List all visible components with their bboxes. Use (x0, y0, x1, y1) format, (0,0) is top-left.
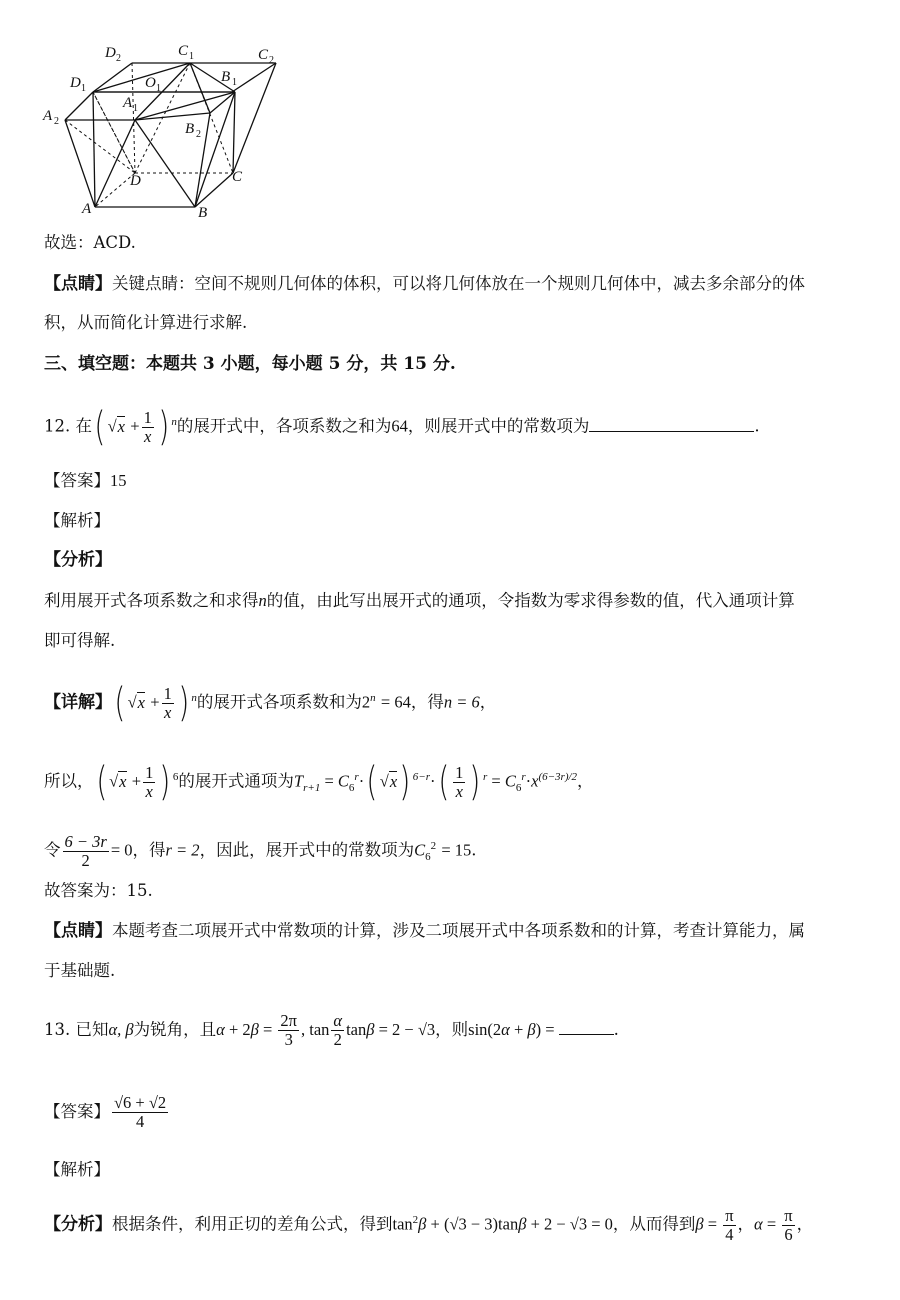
label-A: A (82, 201, 92, 217)
q13-analysis-label: 【解析】 (44, 1160, 110, 1179)
q13-answer-blank (559, 1034, 614, 1035)
q13-fenxi: 【分析】根据条件，利用正切的差角公式，得到$\tan^2\beta + (√3 - 3)\tan\beta + 2 - √3 = 0$，从而得到β = $\frac{\pi}{4}$ ，α = $\frac{\pi}{6}$ ， (44, 1205, 814, 1244)
svg-text:1: 1 (156, 83, 161, 94)
label-B2: B (185, 121, 195, 137)
q12-fenxi-line1: 利用展开式各项系数之和求得n的值，由此写出展开式的通项，令指数为零求得参数的值，代入通项计算 (44, 591, 795, 610)
prism-figure (40, 35, 340, 260)
svg-text:1: 1 (189, 51, 194, 62)
q13-stem: 13. 已知α, β为锐角，且α + 2β = $\frac{2\pi}{3}$ , tan $\frac{\alpha}{2}$ tanβ = 2 − √3，则sin(2α + β) = . (44, 1011, 619, 1049)
label-D1: D (70, 75, 81, 91)
label-C: C (232, 169, 243, 185)
q11-tip-line1: 【点睛】关键点睛：空间不规则几何体的体积，可以将几何体放在一个规则几何体中，减去多余部分的体 (44, 274, 805, 294)
q12-stem: 12. 在( √x + $\frac{1}{x}$ ) $^n$的展开式中，各项系数之和为64，则展开式中的常数项为 . (44, 404, 760, 450)
q12-constant-term: 令 $\frac{6 - 3r}{2}$ = 0，得r = 2，因此，展开式中的常数项为$C_6^2 = 15$. (44, 831, 477, 870)
svg-text:2: 2 (196, 129, 201, 140)
q12-detail-line: 【详解】( √x + $\frac{1}{x}$ ) $^n$的展开式各项系数和为2$^n$ = 64，得n = 6， (44, 680, 497, 726)
q12-fenxi-label: 【分析】 (44, 550, 112, 570)
q13-answer: 【答案】 $\frac{√6 + √2}{4}$ (44, 1093, 167, 1131)
label-C1: C (178, 43, 189, 59)
svg-text:2: 2 (269, 55, 274, 66)
svg-text:2: 2 (54, 116, 59, 127)
svg-text:1: 1 (232, 77, 237, 88)
label-B1: B (221, 69, 231, 85)
q12-fenxi-line2: 即可得解. (44, 631, 116, 650)
label-O1: O (145, 75, 156, 91)
label-D: D (130, 173, 141, 189)
q11-tip-line2: 积，从而简化计算进行求解. (44, 313, 248, 332)
q12-answer-blank (589, 431, 754, 432)
q12-tip-line2: 于基础题. (44, 961, 116, 980)
q12-final-answer: 故答案为：15. (44, 881, 153, 900)
svg-text:2: 2 (116, 53, 121, 64)
q12-general-term: 所以，( √x + $\frac{1}{x}$ ) $^6$的展开式通项为$T_{r+1} = C_6^r\cdot$( √x) $^{6-r}$·( $\frac{1}{x}$ ) $^r = C_6^r\cdot x^{(6-3r)/2}$， (44, 759, 594, 805)
label-B: B (198, 205, 208, 221)
q11-answer-line: 故选：ACD. (44, 233, 136, 252)
label-C2: C (258, 47, 269, 63)
label-D2: D (105, 45, 116, 61)
q11-tip-label: 【点睛】 (44, 274, 112, 294)
svg-text:1: 1 (133, 103, 138, 114)
section-heading: 三、填空题：本题共 3 小题，每小题 5 分，共 15 分. (44, 354, 456, 374)
label-A2: A (43, 108, 53, 124)
q12-answer: 【答案】15 (44, 471, 127, 490)
q12-tip-line1: 【点睛】本题考查二项展开式中常数项的计算，涉及二项展开式中各项系数和的计算，考查计算能力，属 (44, 921, 805, 941)
svg-text:1: 1 (81, 83, 86, 94)
q12-analysis-label: 【解析】 (44, 511, 110, 530)
label-A1: A (123, 95, 133, 111)
